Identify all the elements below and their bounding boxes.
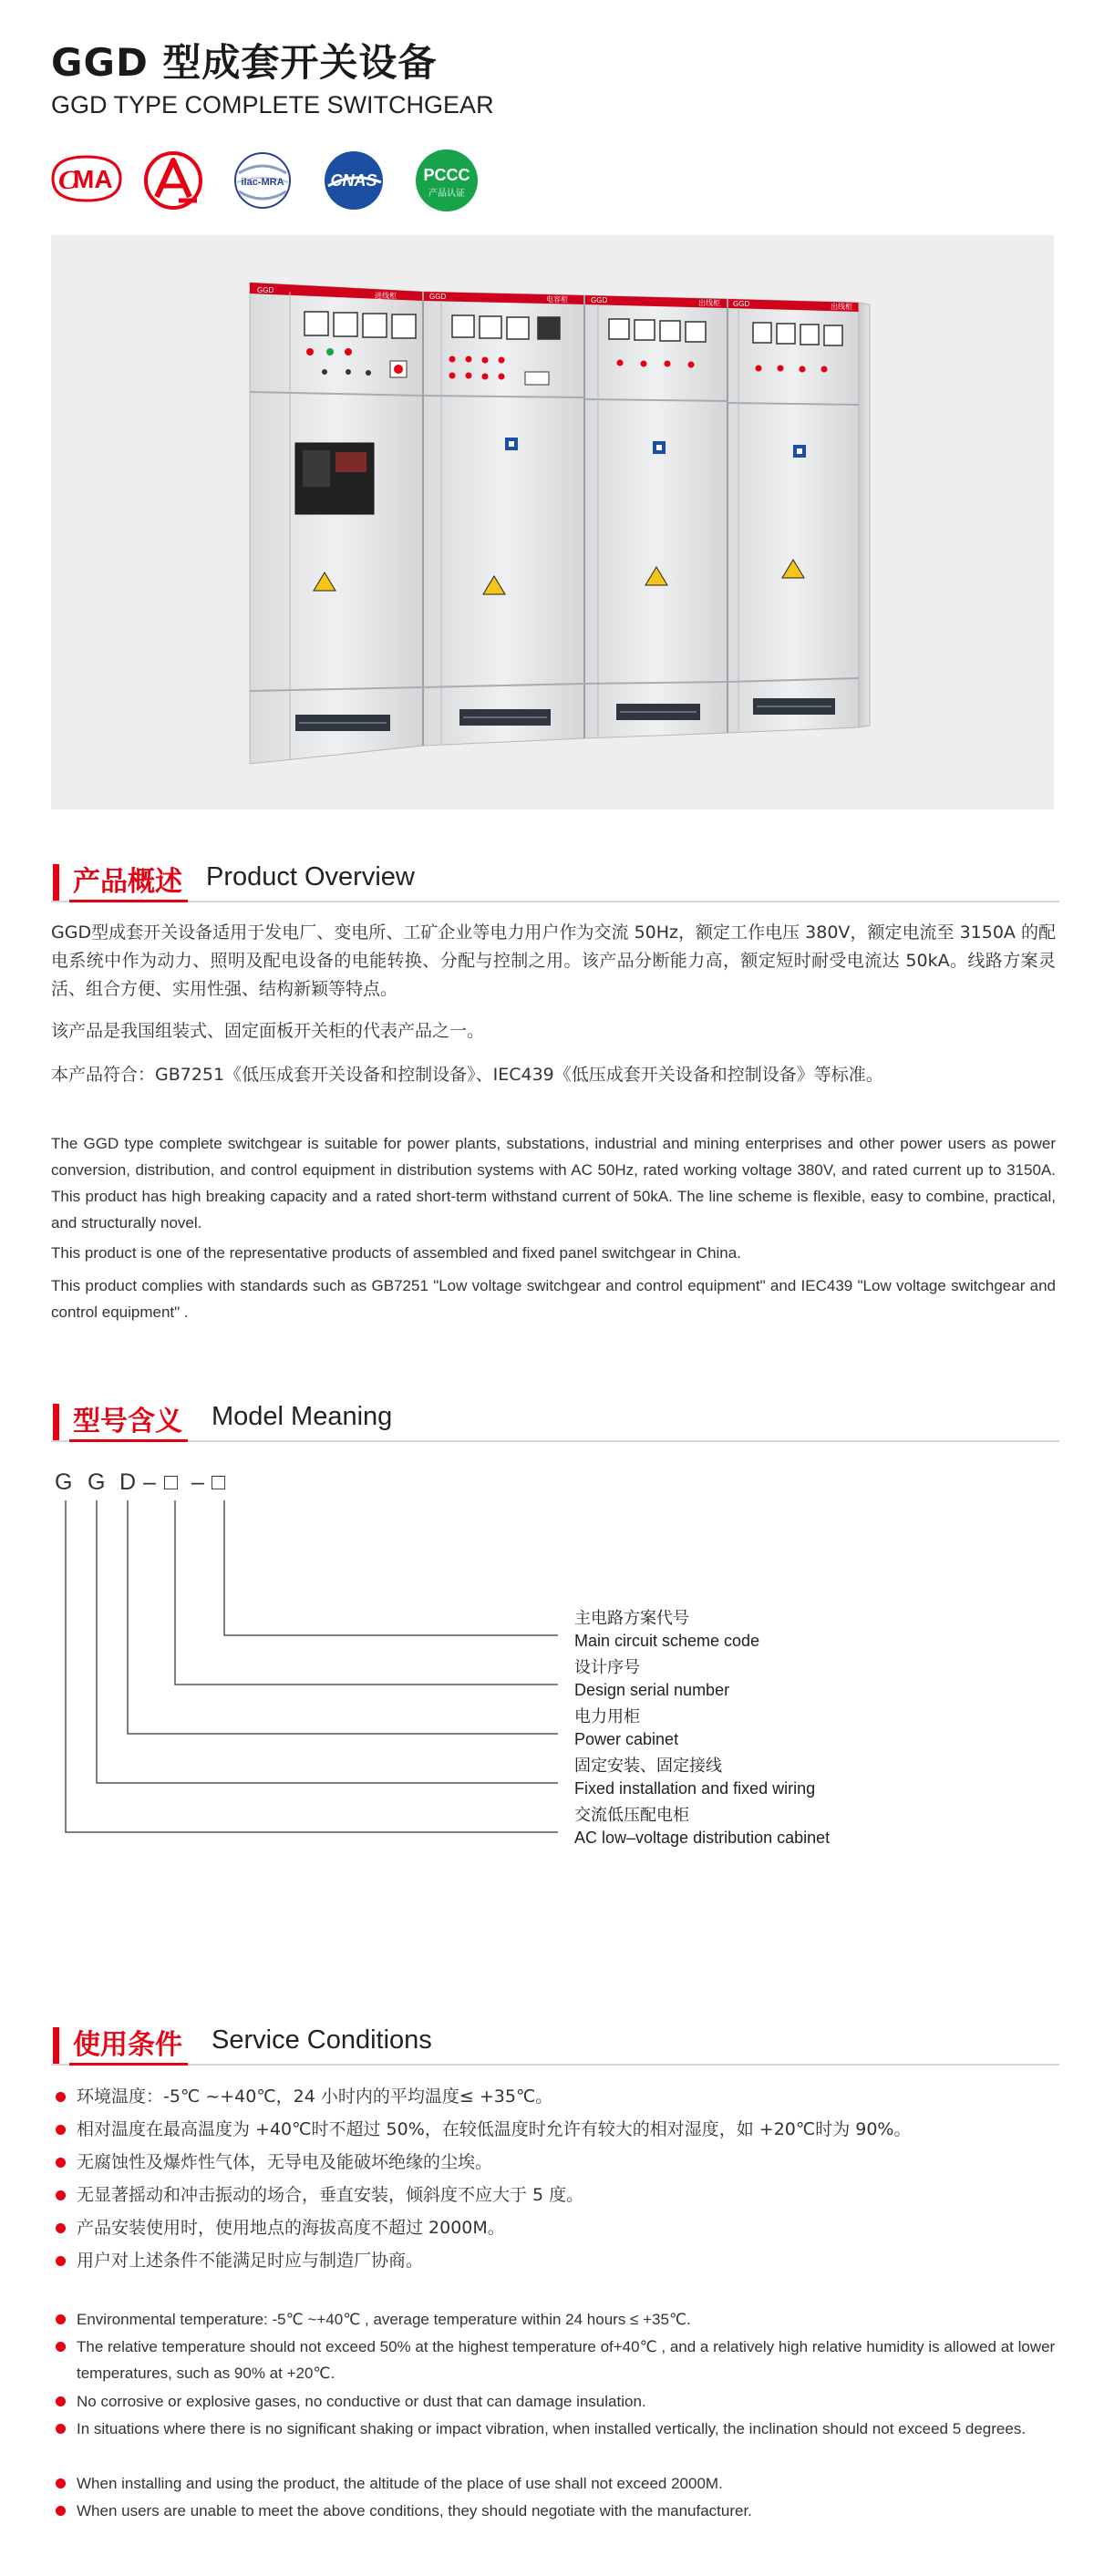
overview-cn-paragraph-1: GGD型成套开关设备适用于发电厂、变电所、工矿企业等电力用户作为交流 50Hz，额定工作电压 380V，额定电流至 3150A 的配电系统中作为动力、照明及配电设备的电能转换、分配与控制之用。该产品分断能力高，额定短时耐受电流达 50kA。线路方案灵活、组合方便、实用性强、结构新颖等特点。 <box>51 922 1056 999</box>
bullet-dot <box>56 2478 66 2488</box>
cma-logo-text: MA <box>73 165 113 193</box>
section-underline <box>69 2063 188 2066</box>
page-title: GGD 型成套开关设备 <box>51 40 438 85</box>
bullet-dot <box>56 2342 66 2352</box>
cabinet-2-code: GGD <box>429 293 447 301</box>
overview-cn-paragraph-3: 本产品符合：GB7251《低压成套开关设备和控制设备》、IEC439《低压成套开关设备和控制设备》等标准。 <box>51 1065 883 1085</box>
model-label-design-serial: 设计序号 Design serial number <box>574 1658 730 1699</box>
bullet-dot <box>56 2314 66 2324</box>
service-en-item: In situations where there is no significant shaking or impact vibration, when installed vertically, the inclination should not exceed 5 degrees. <box>51 2416 1063 2442</box>
service-en-item: The relative temperature should not exceed 50% at the highest temperature of+40℃ , and a relatively high relative humidity is allowed at lower temperatures, such as 90% at +20℃. <box>51 2334 1063 2386</box>
model-code-char-g1: G <box>55 1469 73 1495</box>
model-label-fixed-installation: 固定安装、固定接线 Fixed installation and fixed wiring <box>574 1757 816 1798</box>
model-label-power-cabinet: 电力用柜 Power cabinet <box>574 1707 679 1748</box>
bullet-dot <box>56 2396 66 2406</box>
connector-design-serial <box>175 1500 558 1685</box>
service-cn-item: 无腐蚀性及爆炸性气体，无导电及能破坏绝缘的尘埃。 <box>51 2149 1063 2176</box>
cabinet-4-label: 出线柜 <box>831 303 852 311</box>
section-title-cn: 产品概述 <box>73 866 182 898</box>
cabinet-4-code: GGD <box>733 300 750 308</box>
cabinet-1-label: 进线柜 <box>375 292 397 300</box>
section-title-en: Product Overview <box>206 862 415 891</box>
section-title-cn: 使用条件 <box>73 2029 182 2061</box>
service-cn-item: 产品安装使用时，使用地点的海拔高度不超过 2000M。 <box>51 2215 1063 2241</box>
bullet-dot <box>56 2223 66 2233</box>
pccc-logo-subtext: 产品认证 <box>428 189 465 199</box>
ilac-mra-logo-text: ilac-MRA <box>241 177 284 188</box>
section-accent-bar <box>53 2027 59 2064</box>
model-code-box-1: □ <box>164 1469 179 1495</box>
model-code-char-d: D <box>119 1469 137 1495</box>
svg-text:C: C <box>58 165 77 195</box>
section-title-en: Model Meaning <box>212 1402 393 1431</box>
page-subtitle: GGD TYPE COMPLETE SWITCHGEAR <box>51 91 494 118</box>
bullet-dot <box>56 2256 66 2266</box>
service-cn-item: 相对温度在最高温度为 +40℃时不超过 50%，在较低温度时允许有较大的相对湿度，如 +20℃时为 90%。 <box>51 2117 1063 2143</box>
cabinet-1-code: GGD <box>257 286 274 294</box>
model-code-dash-1: – <box>143 1469 156 1495</box>
bullet-dot <box>56 2158 66 2168</box>
service-cn-item: 无显著摇动和冲击振动的场合，垂直安装，倾斜度不应大于 5 度。 <box>51 2182 1063 2209</box>
section-title-cn: 型号含义 <box>73 1406 182 1437</box>
service-en-item: Environmental temperature: -5℃ ~+40℃ , average temperature within 24 hours ≤ +35℃. <box>51 2306 1063 2333</box>
service-en-item: When users are unable to meet the above conditions, they should negotiate with the manufacturer. <box>51 2498 1063 2524</box>
cabinet-3-label: 出线柜 <box>698 299 720 307</box>
model-code-dash-2: – <box>191 1469 204 1495</box>
service-en-item: No corrosive or explosive gases, no conductive or dust that can damage insulation. <box>51 2388 1063 2415</box>
bullet-dot <box>56 2424 66 2434</box>
model-label-main-circuit: 主电路方案代号 Main circuit scheme code <box>574 1609 760 1650</box>
overview-en-paragraph-2: This product is one of the representative products of assembled and fixed panel switchgear in China. <box>51 1244 741 1262</box>
bullet-dot <box>56 2506 66 2516</box>
service-cn-item: 环境温度：-5℃ ~+40℃，24 小时内的平均温度≤ +35℃。 <box>51 2084 1063 2110</box>
model-label-ac-low-voltage: 交流低压配电柜 AC low–voltage distribution cabinet <box>574 1806 831 1847</box>
bullet-dot <box>56 2190 66 2200</box>
bullet-dot <box>56 2092 66 2102</box>
cnas-logo-text: CNAS <box>330 171 377 190</box>
overview-en-paragraph-1: The GGD type complete switchgear is suitable for power plants, substations, industrial and mining enterprises and other power users as power conversion, distribution, and control equipment in distribution systems with AC 50Hz, rated working voltage 380V, and rated current up to 3150A. This product has high breaking capacity and a rated short-term withstand current of 50kA. The line scheme is flexible, easy to combine, practical, and structurally novel. <box>51 1135 1056 1231</box>
connector-fixed-installation <box>97 1500 558 1783</box>
connector-power-cabinet <box>128 1500 558 1734</box>
bullet-dot <box>56 2125 66 2135</box>
pccc-logo-text: PCCC <box>423 166 470 184</box>
connector-main-circuit <box>224 1500 558 1635</box>
overview-cn-paragraph-2: 该产品是我国组装式、固定面板开关柜的代表产品之一。 <box>51 1021 485 1041</box>
service-en-item: When installing and using the product, the altitude of the place of use shall not exceed 2000M. <box>51 2470 1063 2497</box>
cabinet-2-label: 电容柜 <box>546 295 568 304</box>
section-title-en: Service Conditions <box>212 2025 432 2055</box>
section-heading-service <box>51 2018 1059 2066</box>
overview-en-paragraph-3: This product complies with standards such as GB7251 "Low voltage switchgear and control equipment" and IEC439 "Low voltage switchgear and control equipment" . <box>51 1277 1056 1321</box>
cabinet-3-code: GGD <box>591 296 608 304</box>
model-code-box-2: □ <box>212 1469 226 1495</box>
service-cn-item: 用户对上述条件不能满足时应与制造厂协商。 <box>51 2248 1063 2274</box>
model-code-char-g2: G <box>88 1469 106 1495</box>
